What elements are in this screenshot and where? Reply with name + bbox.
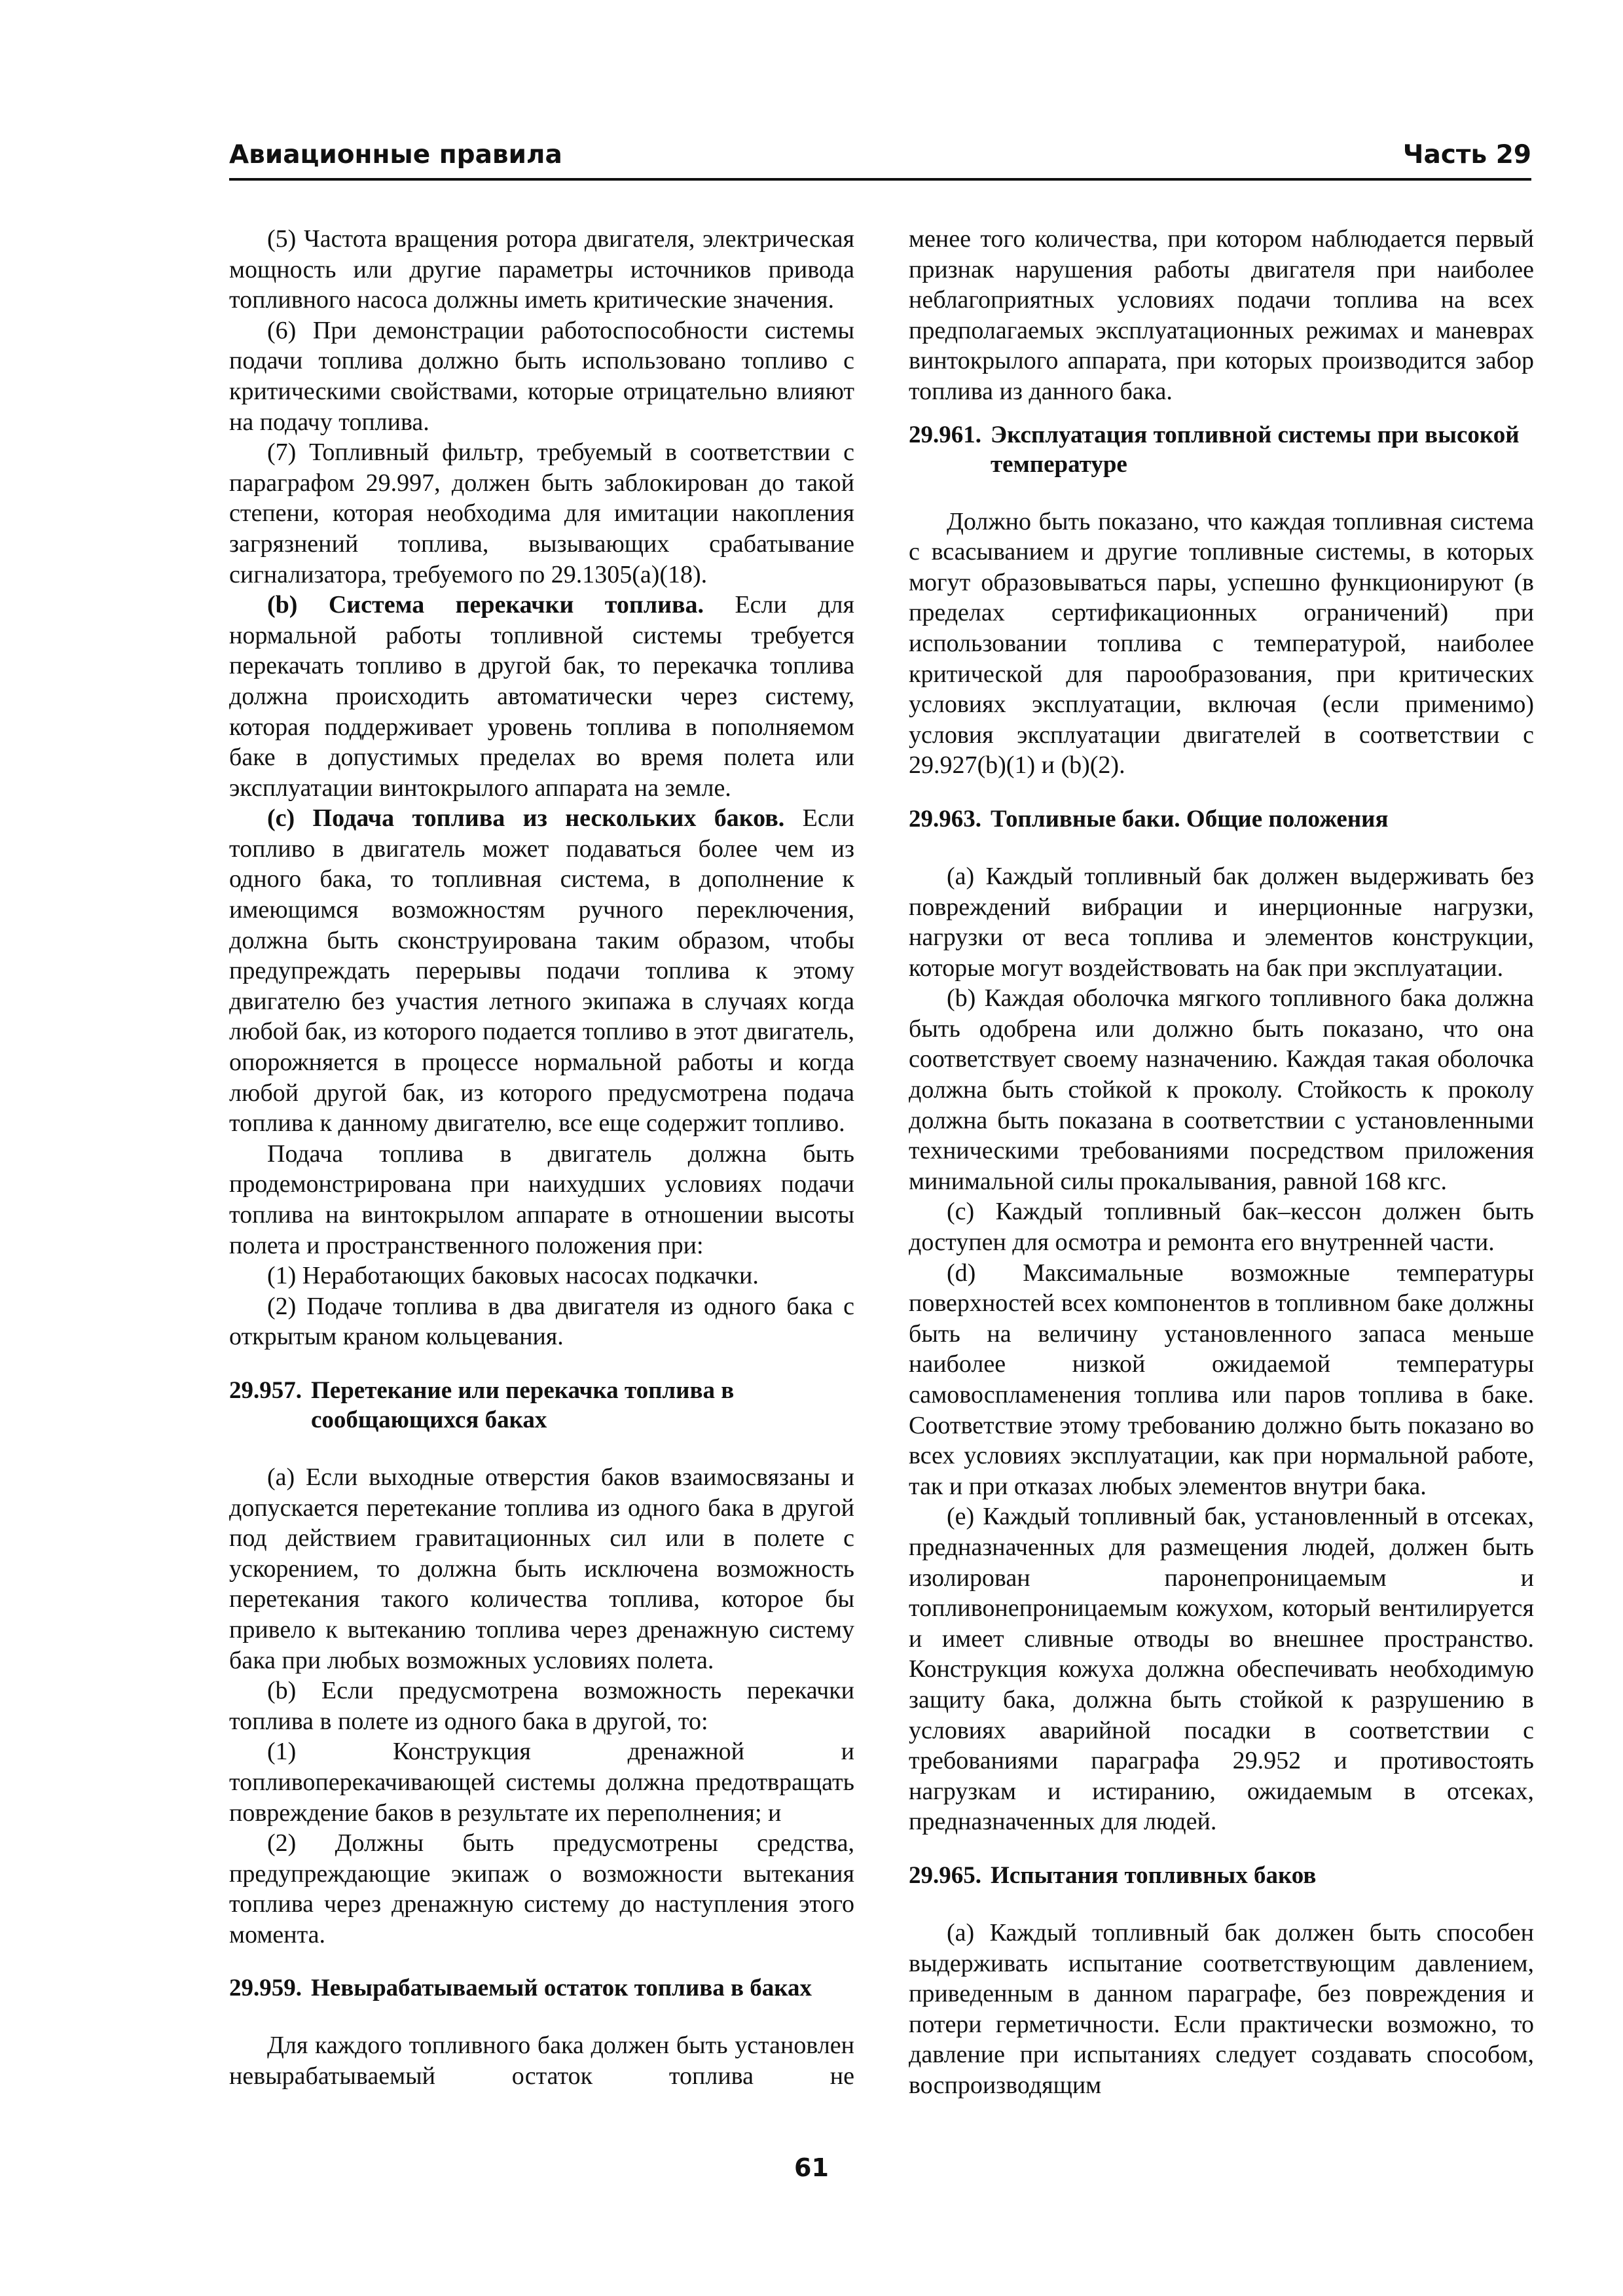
right-column xyxy=(909,224,1534,2100)
paragraph-text: Если для нормальной работы топливной системы требуется перекачать топливо в другой бак, то перекачка топлива должна происходить автоматически через систему, которая поддерживает уровень топлива в пополняемом баке в допустимых пределах во время полета или эксплуатации винтокрылого аппарата на земле. xyxy=(229,591,855,802)
paragraph: (b) Каждая оболочка мягкого топливного бака должна быть одобрена или должно быть показано, что она соответствует своему назначению. Каждая такая оболочка должна быть стойкой к проколу. Стойкость к проколу должна быть показана в соответствии с установленными техническими требованиями посредством приложения минимальной силы прокалывания, равной 168 кгс. xyxy=(909,984,1534,1195)
paragraph: (5) Частота вращения ротора двигателя, электрическая мощность или другие параметры источников привода топливного насоса должны иметь критические значения. xyxy=(229,225,854,314)
section-heading xyxy=(229,1376,854,1435)
paragraph-lead: (c) Подача топлива из нескольких баков. xyxy=(267,804,785,833)
section-heading xyxy=(909,804,1534,834)
paragraph: (a) Каждый топливный бак должен быть способен выдерживать испытание соответствующим давлением, приведенным в данном параграфе, без повреждения и потери герметичности. Если практически возможно, то давление при испытаниях следует создавать способом, воспроизводящим xyxy=(909,1918,1534,2099)
paragraph-text: Если топливо в двигатель может подаваться более чем из одного бака, то топливная система, в дополнение к имеющимся возможностям ручного переключения, должна быть сконструирована таким образом, чтобы предупреждать перерывы подачи топлива к этому двигателю без участия летного экипажа в случаях когда любой бак, из которого подается топливо в этот двигатель, опорожняется в процессе нормальной работы и когда любой другой бак, из которого предусмотрена подача топлива к данному двигателю, все еще содержит топливо. xyxy=(229,804,854,1138)
paragraph: менее того количества, при котором наблюдается первый признак нарушения работы двигателя при наиболее неблагоприятных условиях подачи топлива на всех предполагаемых эксплуатационных режимах и маневрах винтокрылого аппарата, при которых производится забор топлива из данного бака. xyxy=(909,225,1534,405)
paragraph: (2) Подаче топлива в два двигателя из одного бака с открытым краном кольцевания. xyxy=(229,1292,854,1351)
section-title: Эксплуатация топливной системы при высокой температуре xyxy=(991,421,1520,478)
left-column xyxy=(229,224,854,2092)
paragraph: Должно быть показано, что каждая топливная система с всасыванием и другие топливные системы, в которых могут образовываться пары, успешно функционируют (в пределах сертификационных ограничений) при использовании топлива с температурой, наиболее критической для парообразования, при критических условиях эксплуатации, включая (если применимо) условия эксплуатации двигателей в соответствии с 29.927(b)(1) и (b)(2). xyxy=(909,507,1534,780)
paragraph: (1) Неработающих баковых насосах подкачки. xyxy=(267,1262,759,1290)
section-number: 29.961. xyxy=(909,421,981,448)
section-number: 29.957. xyxy=(229,1376,302,1404)
paragraph: (b) Если предусмотрена возможность перекачки топлива в полете из одного бака в другой, то: xyxy=(229,1677,854,1735)
section-number: 29.965. xyxy=(909,1861,981,1889)
paragraph: (c) Каждый топливный бак–кессон должен быть доступен для осмотра и ремонта его внутренней части. xyxy=(909,1198,1534,1257)
running-header-title: Авиационные правила xyxy=(229,140,562,170)
section-heading xyxy=(909,420,1534,479)
paragraph xyxy=(229,803,854,1139)
paragraph: (a) Каждый топливный бак должен выдерживать без повреждений вибрации и инерционные нагрузки, нагрузки от веса топлива и элементов конструкции, которые могут воздействовать на бак при эксплуатации. xyxy=(909,862,1534,982)
paragraph: (2) Должны быть предусмотрены средства, предупреждающие экипаж о возможности вытекания топлива через дренажную систему до наступления этого момента. xyxy=(229,1829,854,1948)
paragraph: (a) Если выходные отверстия баков взаимосвязаны и допускается перетекание топлива из одного бака в другой под действием гравитационных сил или в полете с ускорением, то должна быть исключена возможность перетекания такого количества топлива, которое бы привело к вытеканию топлива через дренажную систему бака при любых возможных условиях полета. xyxy=(229,1463,854,1674)
section-heading xyxy=(909,1861,1534,1890)
paragraph: (7) Топливный фильтр, требуемый в соответствии с параграфом 29.997, должен быть заблокирован до такой степени, которая необходима для имитации накопления загрязнений топлива, вызывающих срабатывание сигнализатора, требуемого по 29.1305(a)(18). xyxy=(229,439,854,588)
running-header-part: Часть 29 xyxy=(1402,140,1531,170)
section-heading xyxy=(229,1973,854,2003)
section-title: Испытания топливных баков xyxy=(991,1861,1317,1889)
paragraph: Подача топлива в двигатель должна быть продемонстрирована при наихудших условиях подачи топлива на винтокрылом аппарате в отношении высоты полета и пространственного положения при: xyxy=(229,1139,854,1259)
paragraph: (1) Конструкция дренажной и топливоперекачивающей системы должна предотвращать повреждение баков в результате их переполнения; и xyxy=(229,1738,854,1827)
paragraph-lead: (b) Система перекачки топлива. xyxy=(267,591,704,619)
paragraph: (6) При демонстрации работоспособности системы подачи топлива должно быть использовано топливо с критическими свойствами, которые отрицательно влияют на подачу топлива. xyxy=(229,316,854,436)
paragraph xyxy=(229,590,854,803)
section-title: Невырабатываемый остаток топлива в баках xyxy=(311,1975,812,2002)
section-title: Топливные баки. Общие положения xyxy=(991,805,1389,833)
paragraph: Для каждого топливного бака должен быть установлен невырабатываемый остаток топлива не xyxy=(229,2032,854,2090)
paragraph: (d) Максимальные возможные температуры поверхностей всех компонентов в топливном баке должны быть на величину установленного запаса меньше наиболее низкой ожидаемой температуры самовоспламенения топлива или паров топлива в баке. Соответствие этому требованию должно быть показано во всех условиях эксплуатации, как при нормальной работе, так и при отказах любых элементов внутри бака. xyxy=(909,1259,1534,1500)
section-number: 29.959. xyxy=(229,1975,302,2002)
header-rule xyxy=(229,178,1531,181)
section-title: Перетекание или перекачка топлива в сообщающихся баках xyxy=(311,1376,735,1433)
page-number: 61 xyxy=(794,2153,829,2182)
section-number: 29.963. xyxy=(909,805,981,833)
paragraph: (e) Каждый топливный бак, установленный в отсеках, предназначенных для размещения людей, должен быть изолирован паронепроницаемым и топливонепроницаемым кожухом, который вентилируется и имеет сливные отводы во внешнее пространство. Конструкция кожуха должна обеспечивать необходимую защиту бака, должна быть стойкой к разрушению в условиях аварийной посадки в соответствии с требованиями параграфа 29.952 и противостоять нагрузкам и истиранию, ожидаемым в отсеках, предназначенных для людей. xyxy=(909,1503,1534,1836)
